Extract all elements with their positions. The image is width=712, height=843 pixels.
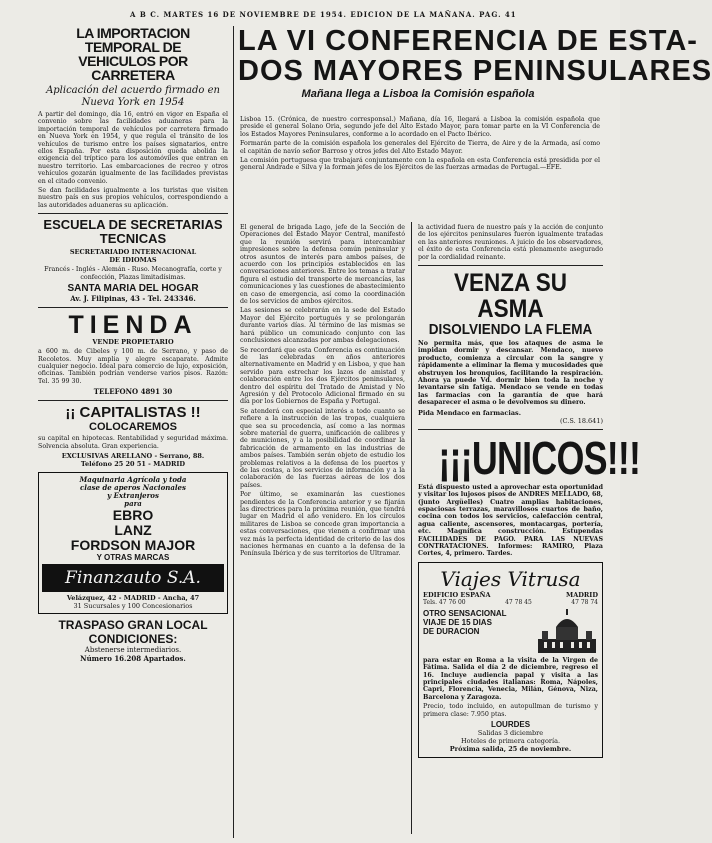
- school-title-1: ESCUELA DE SECRETARIAS: [43, 217, 223, 233]
- mid-paragraph-3: Se recordará que esta Conferencia es continuación de las celebradas en años anteriores alternativamente en Madrid y en Lisboa, y que han servido para estrechar los lazos de amistad y colaboración entre los dos Ejércitos peninsulares, dentro del espíritu del Tratado de Amistad y No Agresión y del Protocolo Adicional firmado en su día por los Gobiernos de España y Portugal.: [240, 346, 405, 406]
- asma-ref: (C.S. 18.641): [560, 416, 603, 425]
- asma-title-2: DISOLVIENDO LA FLEMA: [428, 321, 593, 339]
- viajes-footer-2: Salidas 3 diciembre: [477, 729, 544, 737]
- viajes-footer-1: LOURDES: [490, 720, 531, 729]
- main-subtitle: Mañana llega a Lisboa la Comisión española: [301, 88, 535, 100]
- school-name: SANTA MARIA DEL HOGAR: [67, 283, 199, 295]
- viajes-title-1: OTRO SENSACIONAL: [423, 608, 507, 618]
- divider: [38, 213, 228, 214]
- capitalistas-ad: [38, 405, 228, 468]
- brand-fordson: FORDSON MAJOR: [70, 536, 196, 553]
- import-article-body: A partir del domingo, día 16, entró en vigor en España el convenio sobre las facilidades aduaneras para la importación temporal de vehículos por carretera firmado en Nueva York en 1954, y que regula el tránsito de los vehículos de turismo entre los países signatarios, entre ellos España. Por esta disposición queda abolida la exigencia del tríptico para los automóviles que entran en nuestro territorio. Las embarcaciones de recreo y otros vehículos gozarán igualmente de las facilidades previstas en el citado convenio.: [38, 111, 228, 185]
- viajes-title-3: DE DURACION: [423, 626, 480, 636]
- mid-paragraph-5: Por último, se examinarán las cuestiones pendientes de la Conferencia anterior y se fijarán las directrices para la próxima reunión, que tendrá lugar en Madrid el año venidero. En los círculos militares de Lisboa se concede gran importancia a estas conversaciones, que vienen a confirmar una vez más la perfecta identidad de criterio de las dos naciones hermanas en cuanto a la defensa de la Península Ibérica y de sus territorios de Ultramar.: [240, 491, 405, 558]
- mid-paragraph-2: Las sesiones se celebrarán en la sede del Estado Mayor del Ejército portugués y se prolongarán durante varios días. Al término de las mismas se hará público un comunicado conjunto con las conclusiones alcanzadas por ambas delegaciones.: [240, 307, 405, 345]
- main-title-1: LA VI CONFERENCIA DE ESTA-: [238, 25, 698, 57]
- traspaso-title: TRASPASO GRAN LOCAL: [58, 617, 208, 632]
- left-column: [38, 26, 228, 838]
- column-rule: [411, 222, 412, 834]
- viajes-body: para estar en Roma a la visita de la Virgen de Fátima. Salida el día 2 de diciembre, regreso el 16. Incluye audiencia papal y visita a las principales ciudades italianas: Roma, Nápoles, Capri, Florencia, Venecia, Milán, Génova, Niza, Barcelona y Zaragoza.: [423, 656, 598, 701]
- mid-paragraph-1: El general de brigada Lago, jefe de la Sección de Operaciones del Estado Mayor Central, manifestó que la reunión servirá para intercambiar impresiones sobre la defensa común peninsular y otros asuntos de interés para ambos países, de acuerdo con los principios establecidos en las conversaciones anteriores. Entre los temas a tratar figura el estudio del transporte de mercancías, las comunicaciones y las cuestiones de abastecimiento en caso de emergencia, así como la coordinación de los servicios de ambos ejércitos.: [240, 224, 405, 306]
- capitalistas-body: su capital en hipotecas. Rentabilidad y seguridad máxima. Solvencia absoluta. Gran experiencia.: [38, 435, 228, 450]
- viajes-ad: [418, 562, 603, 758]
- viajes-phone-2: 47 78 45: [505, 598, 532, 606]
- main-intro: [240, 114, 600, 174]
- capitalistas-title: ¡¡ CAPITALISTAS !!: [65, 404, 201, 422]
- tienda-title: TIENDA: [68, 311, 198, 340]
- tienda-body: a 600 m. de Cibeles y 100 m. de Serrano, y paso de Recoletos. Muy amplia y alegre escaparate. Admite cualquier negocio. Ideal para comercio de lujo, exposición, oficinas. También podrían venderse varios pisos. Razón: Tel. 35 99 30.: [38, 348, 228, 385]
- import-subtitle-2: Nueva York en 1954: [81, 97, 185, 108]
- brand-lanz: LANZ: [114, 521, 152, 538]
- viajes-footer-3: Hoteles de primera categoría.: [460, 737, 561, 745]
- traspaso-ad: [38, 618, 228, 663]
- school-body: Francés - Inglés - Alemán - Ruso. Mecanografía, corte y confección, Plazas limitadísimas.: [44, 266, 222, 281]
- tienda-ad: [38, 312, 228, 396]
- import-title-1: LA IMPORTACION TEMPORAL DE: [76, 25, 190, 55]
- intro-paragraph-3: La comisión portuguesa que trabajará conjuntamente con la española en esta Conferencia está presidida por el general Andrade e Silva y la forman jefes de los Ejércitos de las fuerzas armadas de Portugal.—EFE.: [240, 157, 600, 172]
- machinery-intro-3: y Extranjeros: [107, 490, 159, 500]
- viajes-logo: Viajes Vitrusa: [440, 566, 581, 591]
- machinery-phone: 31 Sucursales y 100 Concesionarios: [73, 601, 193, 610]
- school-address: Av. J. Filipinas, 43 - Tel. 243346.: [70, 294, 196, 304]
- unicos-title: ¡¡¡UNICOS!!!: [438, 431, 641, 484]
- viajes-price: Precio, todo incluido, en autopullman de turismo y primera clase: 7.950 ptas.: [423, 703, 598, 718]
- viajes-office-2: MADRID: [566, 590, 598, 599]
- school-ad: [38, 218, 228, 303]
- machinery-intro-2: clase de aperos Nacionales: [80, 482, 186, 492]
- school-subtitle-1: SECRETARIADO INTERNACIONAL: [69, 248, 197, 257]
- machinery-intro-1: Maquinaria Agrícola y toda: [79, 474, 187, 484]
- right-column: [418, 222, 641, 834]
- tienda-subtitle: VENDE PROPIETARIO: [92, 338, 174, 347]
- machinery-more: Y OTRAS MARCAS: [96, 552, 170, 562]
- intro-paragraph-2: Formarán parte de la comisión española los generales del Ejército de Tierra, de Aire y de la Armada, así como el capitán de navío señor Barroso y otros jefes del Alto Estado Mayor.: [240, 140, 600, 155]
- viajes-phone-3: 47 78 74: [571, 598, 598, 606]
- viajes-phones: [423, 599, 598, 606]
- finanzauto-logo: Finanzauto S.A.: [42, 564, 224, 592]
- intro-paragraph-1: Lisboa 15. (Crónica, de nuestro corresponsal.) Mañana, día 16, llegará a Lisboa la comisión española que preside el general Solano Oria, segundo jefe del Alto Estado Mayor, para tomar parte en la VI Conferencia de los Estados Mayores Peninsulares, conforme a lo acordado en el Pacto Ibérico.: [240, 116, 600, 138]
- divider: [418, 265, 603, 266]
- viajes-offices: [423, 591, 598, 599]
- viajes-footer-4: Próxima salida, 25 de noviembre.: [449, 745, 572, 753]
- viajes-feature-text: [423, 609, 532, 655]
- unicos-body: Está dispuesto usted a aprovechar esta oportunidad y visitar los lujosos pisos de ANDRES MELLADO, 68, (junto Argüelles) Cuatro amplias habitaciones, espaciosas terrazas, maravillosos cuartos de baño, cocina con todos los servicios, calefacción central, agua caliente, ascensores, montacargas, portería, etc. Magnífica construcción. Estupendas FACILIDADES DE PAGO. PARA LAS NUEVAS CONTRATACIONES. Informes: RAMIRO, Plaza Cortes, 4, primero. Tardes.: [418, 483, 603, 558]
- machinery-intro-4: para: [124, 498, 142, 508]
- divider: [38, 307, 228, 308]
- unicos-ad: [418, 431, 641, 558]
- capitalistas-subtitle: COLOCAREMOS: [89, 421, 177, 434]
- tienda-phone: TELEFONO 4891 30: [93, 387, 173, 397]
- import-article-body-2: Se dan facilidades igualmente a los turistas que visiten nuestro país en sus propios vehículos, correspondiendo a las autoridades aduaneras su aplicación.: [38, 187, 228, 209]
- viajes-feature: [423, 609, 598, 655]
- asma-ad: [418, 270, 603, 425]
- column-rule: [233, 26, 234, 838]
- import-title-2: VEHICULOS POR CARRETERA: [78, 53, 188, 83]
- divider: [38, 400, 228, 401]
- capitalistas-name: EXCLUSIVAS ARELLANO - Serrano, 88.: [61, 451, 205, 460]
- divider: [418, 429, 603, 430]
- machinery-ad: [38, 472, 228, 614]
- cathedral-illustration: [536, 609, 598, 655]
- traspaso-subtitle: CONDICIONES:: [88, 631, 178, 646]
- asma-body: No permita más, que los ataques de asma le impidan dormir y descansar. Mendaco, nuevo producto, comienza a circular con la sangre y rápidamente a eliminar la flema y mucosidades que obstruyen los bronquios, facilitando la respiración. Ahora ya puede Vd. dormir bien toda la noche y levantarse sin fatiga. Mendaco se vende en todas las farmacias con la garantía de que hará desaparecer el asma o le devolvemos su dinero.: [418, 340, 603, 407]
- machinery-address: Velázquez, 42 - MADRID - Ancha, 47: [66, 593, 200, 602]
- school-title-2: TECNICAS: [99, 231, 167, 247]
- main-title-2: DOS MAYORES PENINSULARES: [238, 55, 712, 87]
- asma-title-1: VENZA SU ASMA: [454, 269, 567, 324]
- viajes-title-2: VIAJE DE 15 DIAS: [423, 617, 492, 627]
- middle-column: [240, 222, 405, 834]
- viajes-phone-1: Tels. 47 76 00: [423, 598, 466, 606]
- capitalistas-phone: Teléfono 25 20 51 - MADRID: [80, 459, 186, 468]
- traspaso-ref: Número 16.208 Apartados.: [80, 653, 186, 663]
- mid-paragraph-4: Se atenderá con especial interés a todo cuanto se refiere a la instrucción de las tropas, cualquiera que sea su procedencia, así como a las normas sobre material de guerra, unificación de calibres y de municiones, y a la posibilidad de coordinar la fabricación de armamento en las industrias de ambos países. También serán objeto de estudio los problemas relativos a la defensa de los puertos y de las costas, a los servicios de información y a la colaboración de las fuerzas aéreas de los dos países.: [240, 407, 405, 489]
- asma-brand: Pida Mendaco en farmacias.: [418, 408, 521, 417]
- right-news-body: la actividad fuera de nuestro país y la acción de conjunto de los ejércitos peninsulares fueron igualmente tratadas en las anteriores reuniones. A juicio de los observadores, el éxito de esta Conferencia está plenamente asegurado por la cordialidad reinante.: [418, 224, 603, 261]
- import-subtitle-1: Aplicación del acuerdo firmado en: [46, 85, 220, 96]
- school-subtitle-2: DE IDIOMAS: [109, 256, 157, 265]
- traspaso-body: Abstenerse intermediarios.: [84, 645, 182, 654]
- page-header: A B C. MARTES 16 DE NOVIEMBRE DE 1954. EDICION DE LA MAÑANA. PAG. 41: [130, 10, 517, 19]
- brand-ebro: EBRO: [112, 506, 154, 523]
- main-headline: [238, 25, 712, 100]
- viajes-office-1: EDIFICIO ESPAÑA: [423, 590, 491, 599]
